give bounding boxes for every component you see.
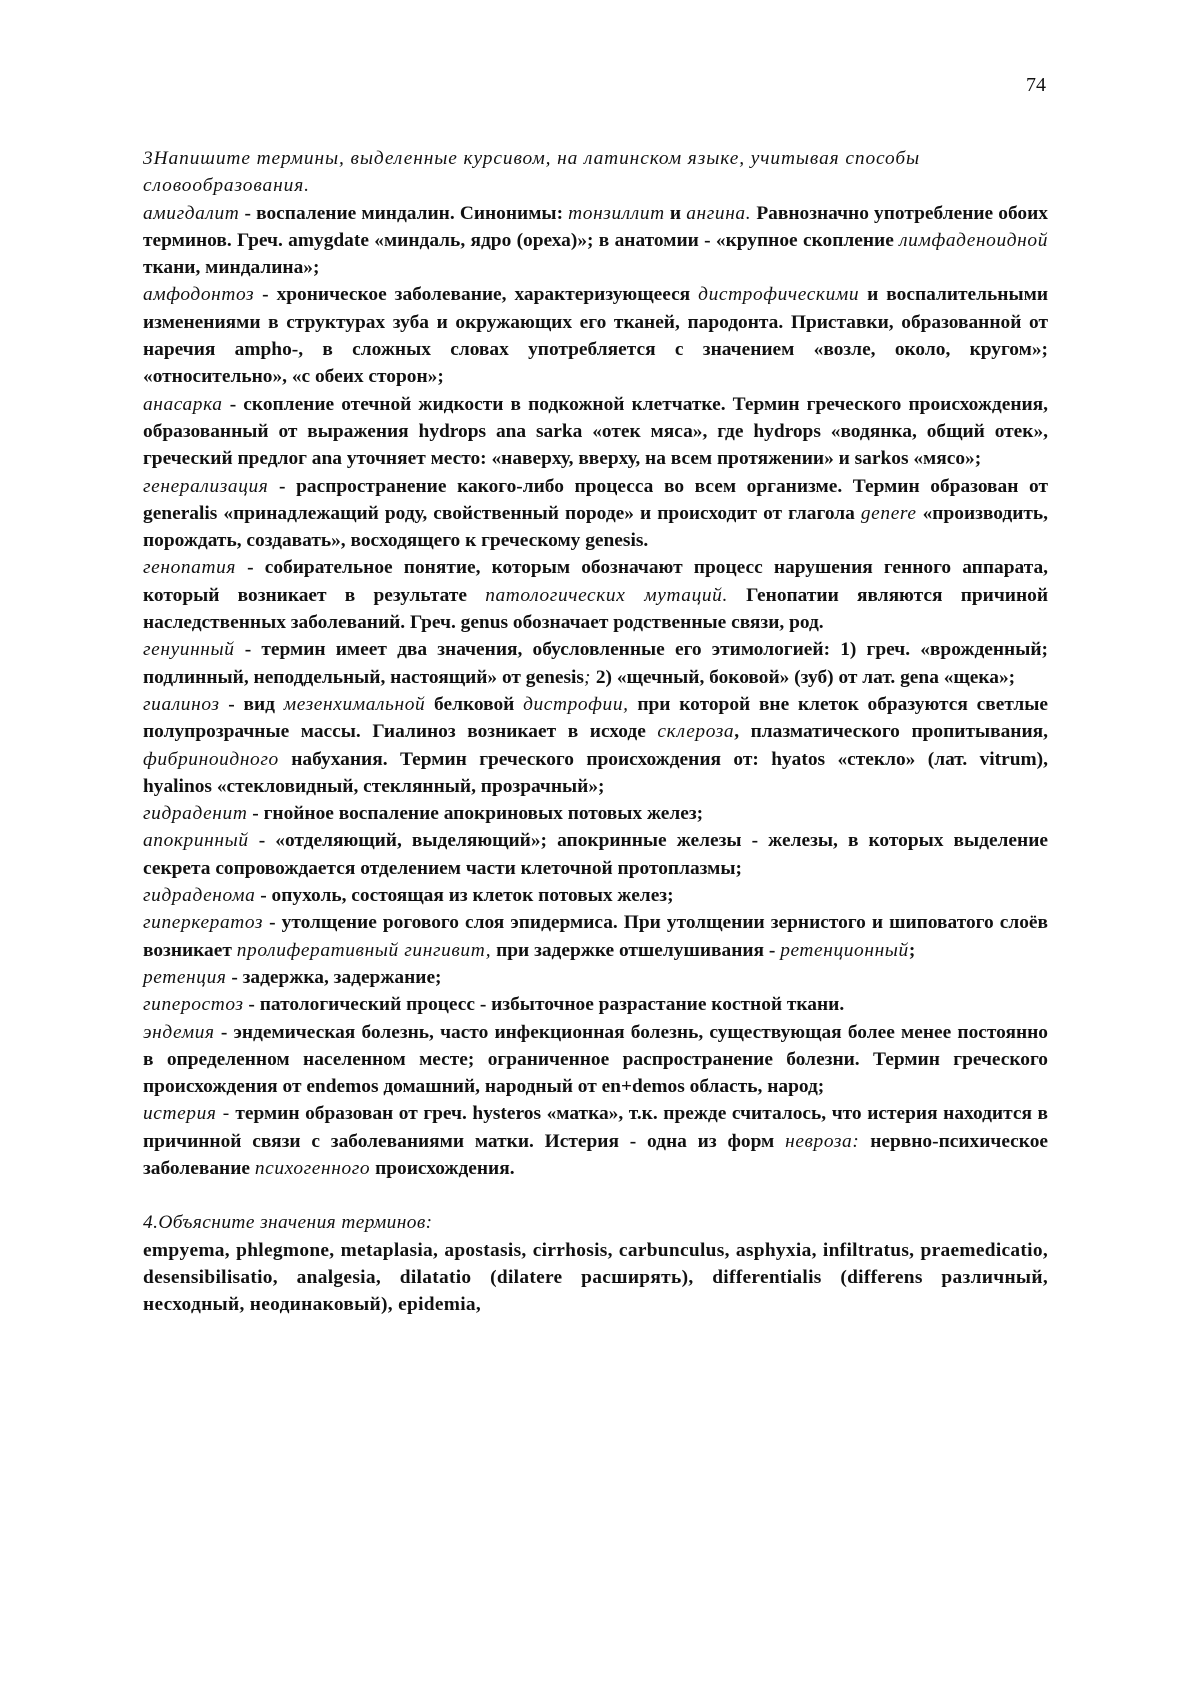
section-3-title: 3Напишите термины, выделенные курсивом, на латинском языке, учитывая способы словообразования. (143, 148, 921, 197)
definition-text: - хроническое заболевание, характеризующееся (254, 284, 699, 306)
term-entry (143, 200, 1048, 282)
term-italic: дистрофии, (523, 693, 629, 715)
definition-text: нервно-психическое заболевание (143, 1130, 1048, 1179)
term-entry (143, 800, 1048, 827)
term-italic: фибриноидного (143, 748, 279, 770)
definition-text: - скопление отечной жидкости в подкожной клетчатке. Термин греческого происхождения, образованный от выражения hydrops ana sarka «отек мяса», где hydrops «водянка, общий отек», греческий предлог ana уточняет место: «наверху, вверху, на всем протяжении» и sarkos «мясо»; (143, 393, 1048, 470)
definition-text: при задержке отшелушивания - (491, 939, 781, 961)
term-italic: патологических мутаций. (485, 584, 728, 606)
term-entry (143, 991, 1048, 1018)
term-italic: амигдалит (143, 202, 240, 224)
definition-text: - вид (219, 693, 284, 715)
term-italic: генерализация (143, 475, 269, 497)
term-italic: психогенного (254, 1157, 371, 1179)
latin-terms: empyema, phlegmone, metaplasia, apostasis, cirrhosis, carbunculus, asphyxia, infiltratus, praemedicatio, desensibilisatio, analgesia, dilatatio (dilatere расширять), differentialis (differens различный, несходный, неодинаковый), epidemia, (143, 1239, 1048, 1316)
term-italic: склероза (657, 721, 735, 743)
term-entry (143, 827, 1048, 882)
term-italic: лимфаденоидной (899, 229, 1048, 251)
term-entry (143, 1019, 1048, 1101)
term-italic: пролиферативный гингивит, (236, 939, 492, 961)
term-italic: гиперкератоз (143, 912, 264, 934)
definition-text: ; (908, 939, 916, 961)
term-italic: мезенхимальной (283, 693, 426, 715)
page-number: 74 (1026, 74, 1046, 96)
term-entry (143, 882, 1048, 909)
term-entry (143, 691, 1048, 800)
definition-text: - патологический процесс - избыточное разрастание костной ткани. (243, 994, 845, 1016)
term-italic: амфодонтоз (143, 284, 255, 306)
definition-text: - «отделяющий, выделяющий»; апокринные железы - железы, в которых выделение секрета сопровождается отделением части клеточной протоплазмы; (143, 830, 1048, 879)
term-entry (143, 473, 1048, 555)
definition-text: и (664, 202, 687, 224)
term-italic: генопатия (143, 557, 236, 579)
term-italic: анасарка (143, 393, 223, 415)
term-italic: ; (583, 666, 592, 688)
term-italic: гиперостоз (143, 994, 244, 1016)
term-italic: гиалиноз (143, 693, 220, 715)
definition-text: «производить, порождать, создавать», восходящего к греческому genesis. (143, 502, 1048, 552)
definition-text: - задержка, задержание; (226, 966, 442, 988)
term-italic: genere (860, 502, 917, 524)
definition-text: , плазматического пропитывания, (734, 721, 1048, 743)
definition-text: 2) «щечный, боковой» (зуб) от лат. gena «щека»; (591, 666, 1016, 688)
term-italic: невроза: (785, 1130, 860, 1152)
term-italic: гидраденит (143, 803, 248, 825)
section-4-title: 4.Объясните значения терминов: (143, 1212, 433, 1234)
term-list (143, 200, 1048, 1183)
term-entry (143, 391, 1048, 473)
definition-text: происхождения. (370, 1157, 515, 1179)
definition-text: белковой (425, 693, 524, 715)
term-italic: эндемия (143, 1021, 215, 1043)
definition-text: - эндемическая болезнь, часто инфекционная болезнь, существующая более менее постоянно в определенном населенном месте; ограниченное распространение болезни. Термин греческого происхождения от endemos домашний, народный от en+demos область, народ; (143, 1021, 1048, 1098)
definition-text: - собирательное понятие, которым обозначают процесс нарушения генного аппарата, который возникает в результате (143, 557, 1048, 606)
term-italic: истерия - (143, 1103, 230, 1125)
definition-text: - термин имеет два значения, обусловленные его этимологией: 1) греч. «врожденный; подлинный, неподдельный, настоящий» от genesis (143, 639, 1048, 688)
definition-text: Равнозначно употребление обоих терминов. Греч. amygdate «миндаль, ядро (ореха)»; в анатомии - «крупное скопление (143, 202, 1048, 251)
term-italic: гидраденома (143, 885, 256, 907)
term-italic: генуинный (143, 639, 235, 661)
definition-text: Генопатии являются причиной наследственных заболеваний. Греч. genus обозначает родственные связи, род. (143, 584, 1049, 634)
page-content (143, 145, 1048, 1318)
term-italic: ангина. (686, 202, 752, 224)
section-gap (143, 1182, 1048, 1209)
definition-text: - опухоль, состоящая из клеток потовых желез; (255, 885, 674, 907)
definition-text: набухания. Термин греческого происхождения от: hyatos «стекло» (лат. vitrum), hyalinos «стекловидный, стеклянный, прозрачный»; (143, 748, 1048, 797)
definition-text: - гнойное воспаление апокриновых потовых желез; (247, 803, 704, 825)
term-entry (143, 636, 1048, 691)
term-italic: ретенция (143, 966, 227, 988)
definition-text: ткани, миндалина»; (143, 257, 320, 279)
definition-text: при которой вне клеток образуются светлые полупрозрачные массы. Гиалиноз возникает в исходе (143, 693, 1048, 743)
term-italic: дистрофическими (698, 284, 860, 306)
definition-text: - утолщение рогового слоя эпидермиса. При утолщении зернистого и шиповатого слоёв возникает (143, 912, 1048, 961)
term-entry (143, 1100, 1048, 1182)
definition-text: - распространение какого-либо процесса во всем организме. Термин образован от generalis «принадлежащий роду, свойственный породе» и происходит от глагола (143, 475, 1048, 524)
definition-text: - воспаление миндалин. Синонимы: (239, 202, 569, 224)
term-entry (143, 281, 1048, 390)
term-entry (143, 554, 1048, 636)
term-italic: тонзиллит (568, 202, 665, 224)
term-italic: апокринный (143, 830, 249, 852)
term-italic: ретенционный (780, 939, 909, 961)
term-entry (143, 964, 1048, 991)
definition-text: и воспалительными изменениями в структурах зуба и окружающих его тканей, пародонта. Приставки, образованной от наречия ampho-, в сложных словах употребляется с значением «возле, около, кругом»; «относительно», «с обеих сторон»; (143, 284, 1048, 388)
term-entry (143, 909, 1048, 964)
definition-text: термин образован от греч. hysteros «матка», т.к. прежде считалось, что истерия находится в причинной связи с заболеваниями матки. Истерия - одна из форм (143, 1103, 1048, 1152)
